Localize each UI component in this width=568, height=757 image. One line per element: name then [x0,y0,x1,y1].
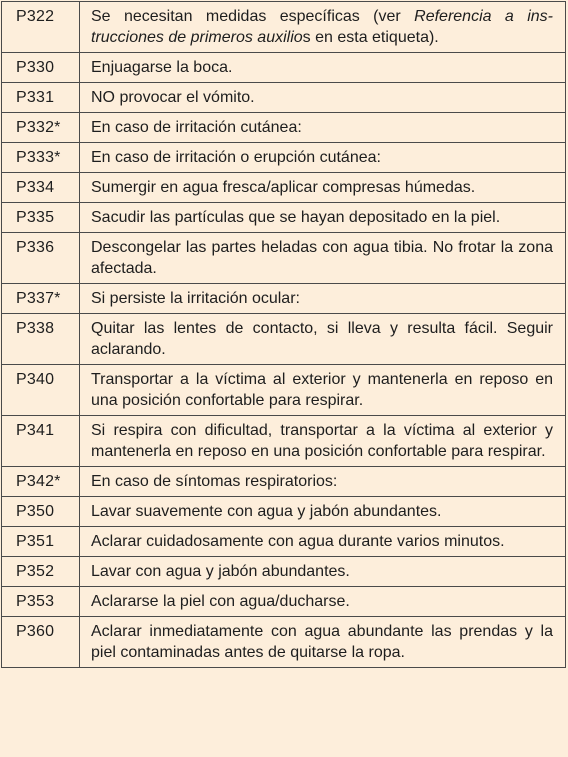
statement-code: P337* [2,284,80,314]
table-row [2,233,566,284]
table-body [2,2,566,668]
statement-code: P342* [2,467,80,497]
statement-text: Lavar suavemente con agua y jabón abundantes. [80,497,566,527]
table-row [2,365,566,416]
statement-text: NO provocar el vómito. [80,83,566,113]
statement-text: Transportar a la víctima al exterior y mantenerla en reposo en una posición confortable para respirar. [80,365,566,416]
table-row [2,497,566,527]
statement-text: Aclararse la piel con agua/ducharse. [80,587,566,617]
statement-text: En caso de síntomas respiratorios: [80,467,566,497]
table-row [2,203,566,233]
statement-text: Aclarar inmediatamente con agua abundante las prendas y la piel contaminadas antes de quitarse la ropa. [80,617,566,668]
statement-code: P360 [2,617,80,668]
statement-code: P322 [2,2,80,53]
statement-text: Quitar las lentes de contacto, si lleva y resulta fácil. Seguir aclarando. [80,314,566,365]
table-row [2,173,566,203]
statement-text: En caso de irritación cutánea: [80,113,566,143]
statement-code: P330 [2,53,80,83]
table-row [2,113,566,143]
statement-text [80,2,566,53]
statement-code: P334 [2,173,80,203]
statement-text: Descongelar las partes heladas con agua tibia. No frotar la zona afectada. [80,233,566,284]
statement-code: P352 [2,557,80,587]
statement-code: P336 [2,233,80,284]
statement-text: Enjuagarse la boca. [80,53,566,83]
statement-code: P332* [2,113,80,143]
statement-text: Aclarar cuidadosamente con agua durante varios minutos. [80,527,566,557]
table-row [2,143,566,173]
statement-text: En caso de irritación o erupción cutánea: [80,143,566,173]
precautionary-statements-table [1,1,566,668]
statement-text: Si persiste la irritación ocular: [80,284,566,314]
statement-text: Sumergir en agua fresca/aplicar compresas húmedas. [80,173,566,203]
statement-code: P331 [2,83,80,113]
statement-code: P350 [2,497,80,527]
statement-code: P340 [2,365,80,416]
table-row [2,467,566,497]
table-row [2,617,566,668]
table-row [2,53,566,83]
statement-text: Sacudir las partículas que se hayan depositado en la piel. [80,203,566,233]
table-row [2,284,566,314]
table-row [2,416,566,467]
statement-code: P341 [2,416,80,467]
statement-text-italic: Referencia a instrucciones de primeros auxilio [91,8,553,46]
statement-code: P335 [2,203,80,233]
statement-text: Si respira con dificultad, transportar a la víctima al exterior y mantenerla en reposo en una posición confortable para respirar. [80,416,566,467]
table-row [2,527,566,557]
statement-code: P333* [2,143,80,173]
statement-text: Lavar con agua y jabón abundantes. [80,557,566,587]
table-row [2,557,566,587]
statement-code: P338 [2,314,80,365]
table-row [2,83,566,113]
table-row [2,2,566,53]
table-row [2,314,566,365]
statement-code: P351 [2,527,80,557]
statement-text-part: Se necesitan medidas específicas (ver [91,8,415,25]
statement-text-part: s en esta etiqueta). [302,29,439,46]
table-row [2,587,566,617]
statement-code: P353 [2,587,80,617]
